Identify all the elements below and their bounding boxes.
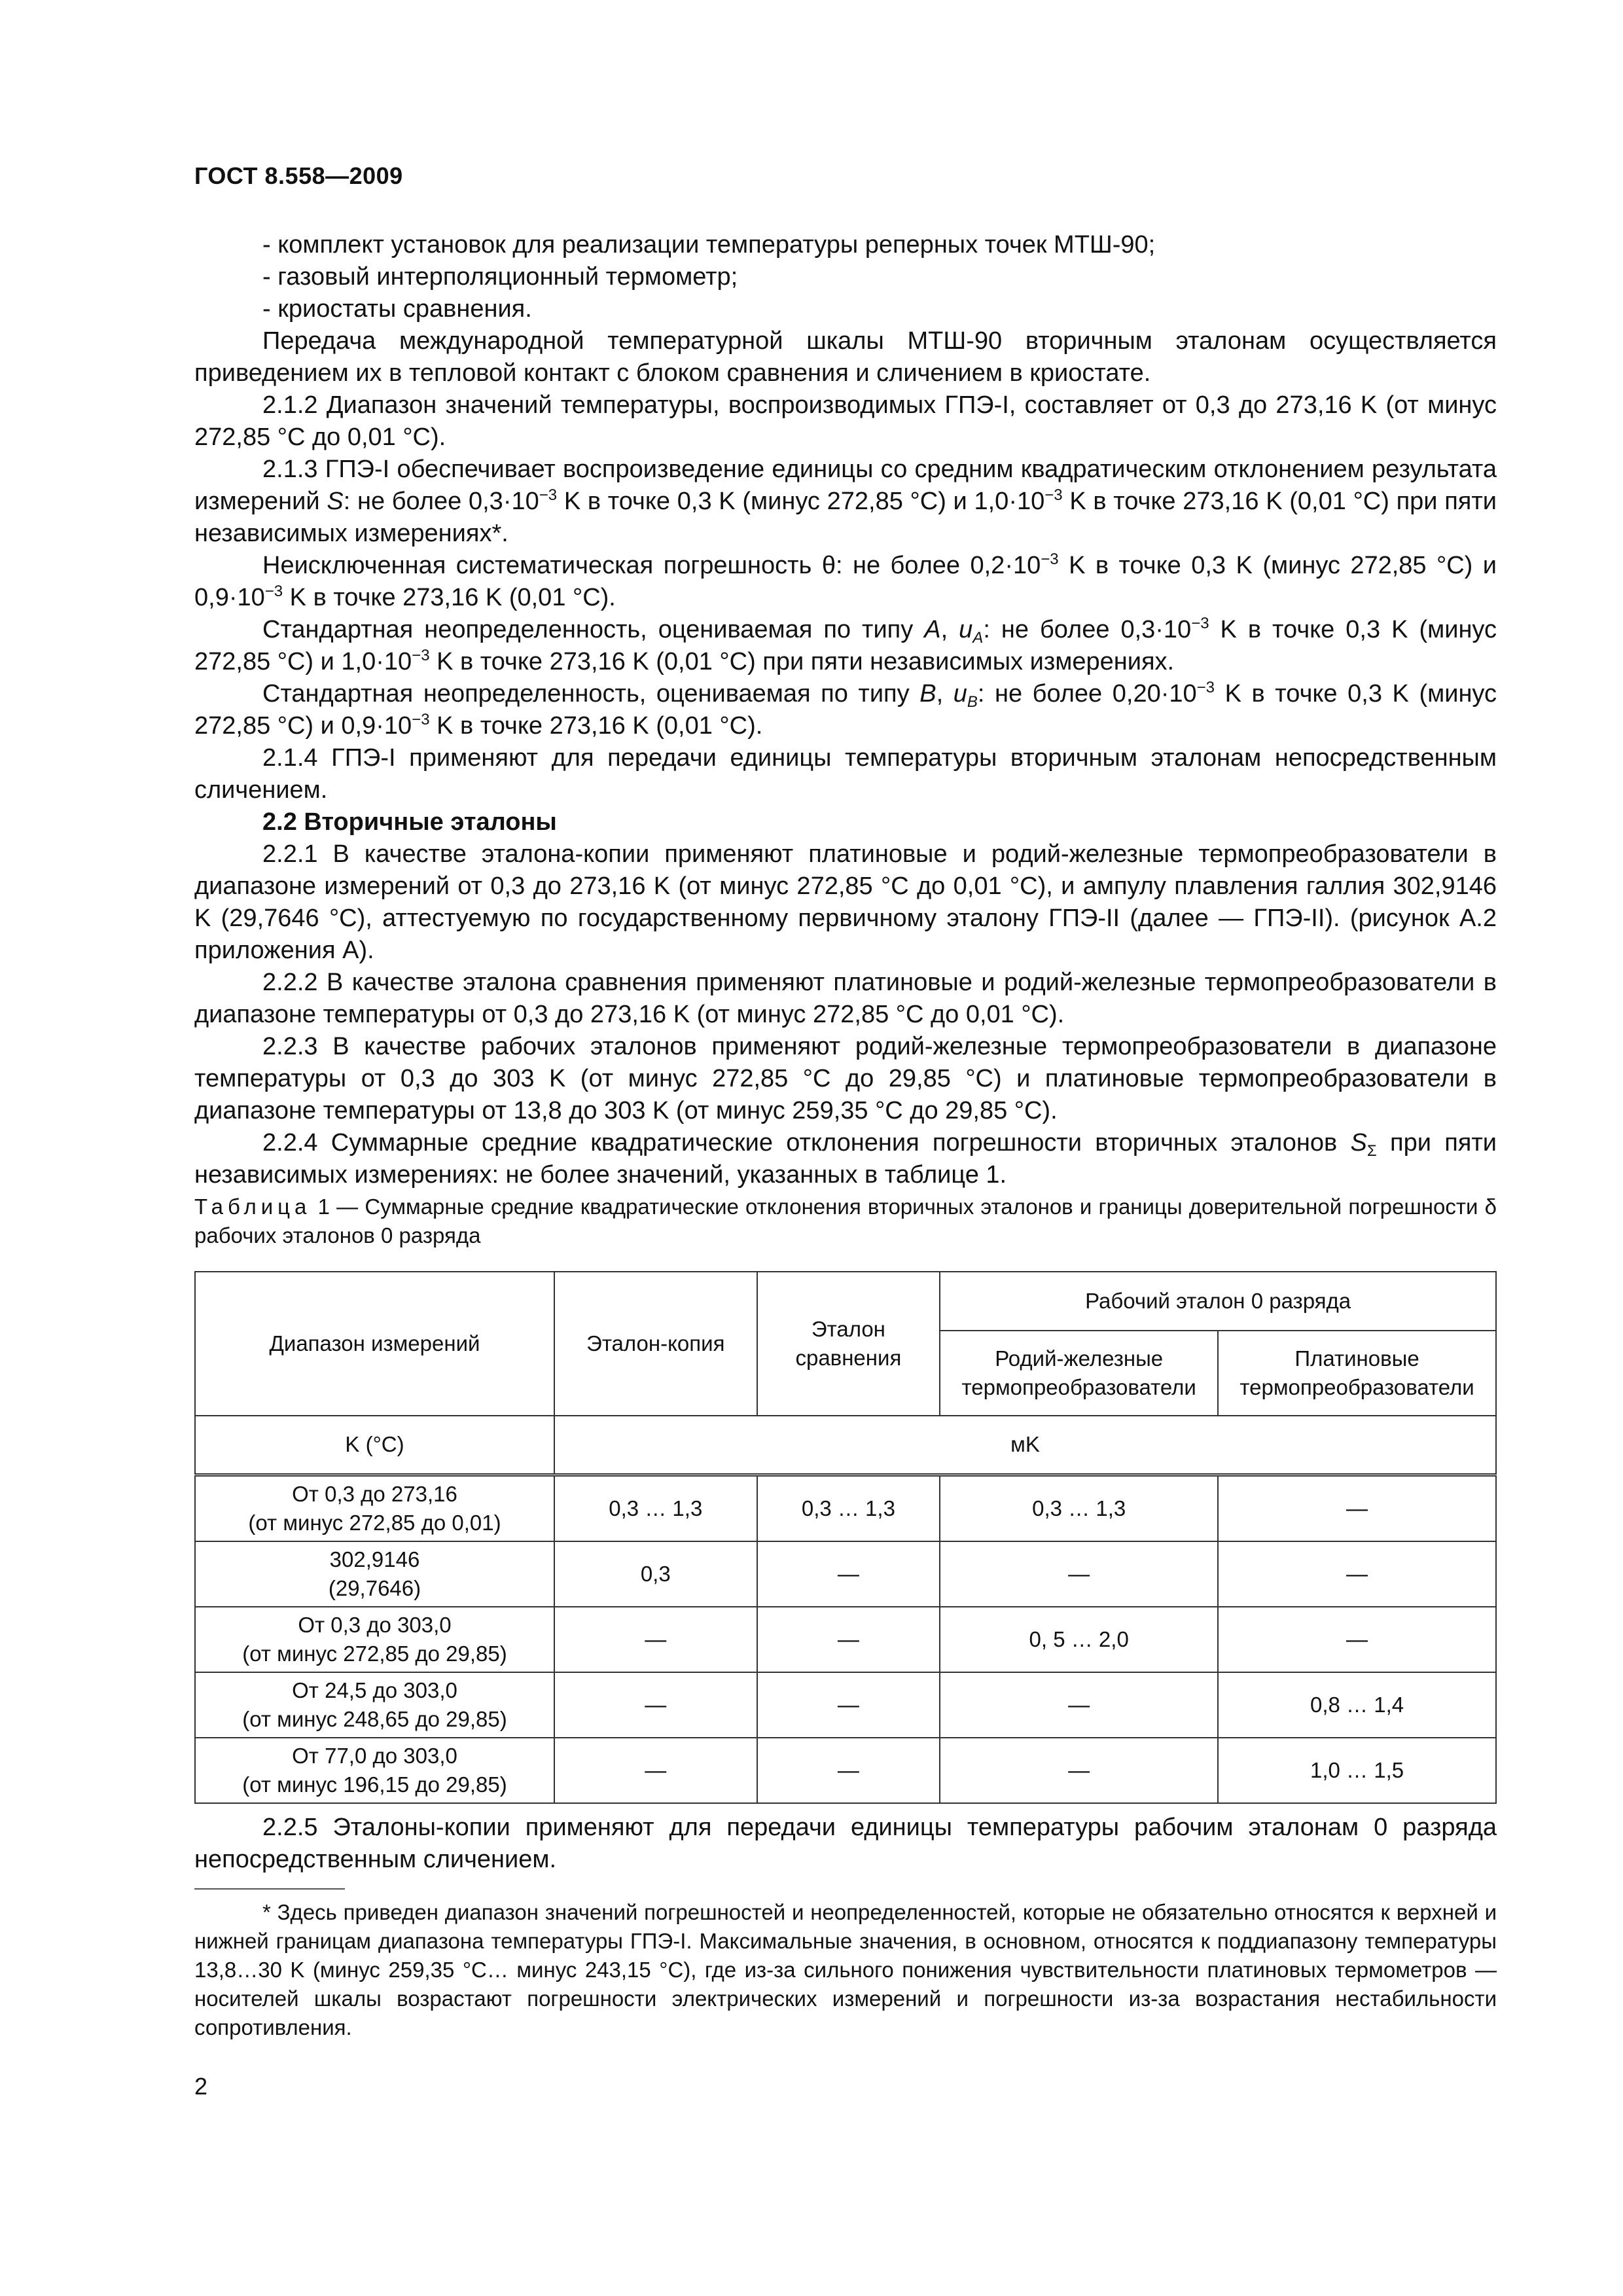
table-row bbox=[195, 1738, 1496, 1803]
cell-compare: — bbox=[757, 1541, 940, 1607]
paragraph-2-1-2: 2.1.2 Диапазон значений температуры, воспроизводимых ГПЭ-I, составляет от 0,3 до 273,16 K (от минус 272,85 °С до 0,01 °С). bbox=[194, 391, 1497, 451]
paragraph-2-2-3: 2.2.3 В качестве рабочих эталонов применяют родий-железные термопреобразователи в диапазоне температуры от 0,3 до 303 K (от минус 272,85 °С до 29,85 °С) и платиновые термопреобразователи в диапазоне температуры от 13,8 до 303 K (от минус 259,35 °С до 29,85 °С). bbox=[194, 1033, 1497, 1124]
table-1 bbox=[194, 1271, 1497, 1804]
table-row bbox=[195, 1607, 1496, 1672]
cell-range: От 24,5 до 303,0 (от минус 248,65 до 29,85) bbox=[195, 1672, 554, 1738]
header-range: Диапазон измерений bbox=[195, 1272, 554, 1416]
cell-compare: — bbox=[757, 1738, 940, 1803]
cell-rhfe: — bbox=[940, 1541, 1218, 1607]
after-table-text bbox=[194, 1812, 1497, 1876]
cell-rhfe: 0, 5 … 2,0 bbox=[940, 1607, 1218, 1672]
header-rhfe: Родий-железные термопреобразователи bbox=[940, 1331, 1218, 1416]
cell-pt: — bbox=[1218, 1475, 1496, 1541]
paragraph-2-1-4: 2.1.4 ГПЭ-I применяют для передачи единицы температуры вторичным эталонам непосредственным сличением. bbox=[194, 744, 1497, 804]
cell-pt: — bbox=[1218, 1541, 1496, 1607]
table-row bbox=[195, 1672, 1496, 1738]
cell-range: 302,9146 (29,7646) bbox=[195, 1541, 554, 1607]
page-number: 2 bbox=[194, 2073, 208, 2100]
cell-range: От 0,3 до 273,16 (от минус 272,85 до 0,01) bbox=[195, 1475, 554, 1541]
section-heading-2-2: 2.2 Вторичные эталоны bbox=[262, 808, 557, 836]
cell-compare: 0,3 … 1,3 bbox=[757, 1475, 940, 1541]
list-item: - криостаты сравнения. bbox=[262, 295, 532, 323]
paragraph-2-2-4: 2.2.4 Суммарные средние квадратические отклонения погрешности вторичных эталонов $S_\Sigma$ при пяти независимых измерениях: не более значений, указанных в таблице 1. bbox=[194, 1129, 1497, 1189]
cell-pt: — bbox=[1218, 1607, 1496, 1672]
body-text bbox=[194, 229, 1497, 1191]
cell-copy: — bbox=[554, 1738, 757, 1803]
table-row bbox=[195, 1541, 1496, 1607]
cell-rhfe: — bbox=[940, 1672, 1218, 1738]
paragraph-transfer: Передача международной температурной шкалы МТШ-90 вторичным эталонам осуществляется приведением их в тепловой контакт с блоком сравнения и сличением в криостате. bbox=[194, 327, 1497, 387]
header-working: Рабочий эталон 0 разряда bbox=[940, 1272, 1496, 1331]
cell-range: От 77,0 до 303,0 (от минус 196,15 до 29,85) bbox=[195, 1738, 554, 1803]
footnote-divider bbox=[194, 1888, 345, 1890]
paragraph-2-2-5: 2.2.5 Эталоны-копии применяют для передачи единицы температуры рабочим эталонам 0 разряда непосредственным сличением. bbox=[194, 1814, 1497, 1873]
paragraph-uncertainty-b: Стандартная неопределенность, оцениваемая по типу B, $u_B$: не более $0,20\cdot 10^{-3}$ K в точке 0,3 K (минус 272,85 °С) и $0,9\cdot 10^{-3}$ K в точке 273,16 K (0,01 °С). bbox=[194, 679, 1497, 740]
units-values: мK bbox=[554, 1416, 1496, 1475]
cell-compare: — bbox=[757, 1672, 940, 1738]
paragraph-2-2-2: 2.2.2 В качестве эталона сравнения применяют платиновые и родий-железные термопреобразователи в диапазоне температуры от 0,3 до 273,16 K (от минус 272,85 °С до 0,01 °С). bbox=[194, 969, 1497, 1028]
header-pt: Платиновые термопреобразователи bbox=[1218, 1331, 1496, 1416]
cell-rhfe: — bbox=[940, 1738, 1218, 1803]
header-compare: Эталон сравнения bbox=[757, 1272, 940, 1416]
paragraph-2-1-3: 2.1.3 ГПЭ-I обеспечивает воспроизведение единицы со средним квадратическим отклонением результата измерений S: не более $0,3\cdot 10^{-3}$ K в точке 0,3 K (минус 272,85 °С) и $1,0\cdot 10^{-3}$ K в точке 273,16 K (0,01 °С) при пяти независимых измерениях*. bbox=[194, 456, 1497, 547]
header-copy: Эталон-копия bbox=[554, 1272, 757, 1416]
cell-copy: — bbox=[554, 1672, 757, 1738]
standard-header: ГОСТ 8.558—2009 bbox=[194, 162, 403, 189]
list-item: - комплект установок для реализации температуры реперных точек МТШ-90; bbox=[262, 231, 1156, 259]
cell-copy: — bbox=[554, 1607, 757, 1672]
list-item: - газовый интерполяционный термометр; bbox=[262, 263, 738, 291]
paragraph-theta: Неисключенная систематическая погрешность θ: не более $0,2\cdot 10^{-3}$ K в точке 0,3 K (минус 272,85 °С) и $0,9\cdot 10^{-3}$ K в точке 273,16 K (0,01 °С). bbox=[194, 550, 1497, 611]
paragraph-uncertainty-a: Стандартная неопределенность, оцениваемая по типу A, $u_A$: не более $0,3\cdot 10^{-3}$ K в точке 0,3 K (минус 272,85 °С) и $1,0\cdot 10^{-3}$ K в точке 273,16 K (0,01 °С) при пяти независимых измерениях. bbox=[194, 615, 1497, 675]
table-row bbox=[195, 1475, 1496, 1541]
cell-rhfe: 0,3 … 1,3 bbox=[940, 1475, 1218, 1541]
cell-pt: 0,8 … 1,4 bbox=[1218, 1672, 1496, 1738]
footnote: * Здесь приведен диапазон значений погрешностей и неопределенностей, которые не обязательно относятся к верхней и нижней границам диапазона температуры ГПЭ-I. Максимальные значения, в основном, относятся к поддиапазону температуры 13,8…30 K (минус 259,35 °С… минус 243,15 °С), где из-за сильного понижения чувствительности платиновых термометров — носителей шкалы возрастают погрешности электрических измерений и погрешности из-за возрастания нестабильности сопротивления. bbox=[194, 1900, 1497, 2039]
cell-compare: — bbox=[757, 1607, 940, 1672]
cell-copy: 0,3 … 1,3 bbox=[554, 1475, 757, 1541]
cell-copy: 0,3 bbox=[554, 1541, 757, 1607]
units-range: K (°С) bbox=[195, 1416, 554, 1475]
paragraph-2-2-1: 2.2.1 В качестве эталона-копии применяют платиновые и родий-железные термопреобразователи в диапазоне измерений от 0,3 до 273,16 K (от минус 272,85 °С до 0,01 °С), и ампулу плавления галлия 302,9146 K (29,7646 °С), аттестуемую по государственному первичному эталону ГПЭ-II (далее — ГПЭ-II). (рисунок А.2 приложения А). bbox=[194, 840, 1497, 964]
cell-range: От 0,3 до 303,0 (от минус 272,85 до 29,85) bbox=[195, 1607, 554, 1672]
cell-pt: 1,0 … 1,5 bbox=[1218, 1738, 1496, 1803]
table-caption: Таблица 1 — Суммарные средние квадратические отклонения вторичных эталонов и границы доверительной погрешности δ рабочих эталонов 0 разряда bbox=[194, 1194, 1497, 1247]
